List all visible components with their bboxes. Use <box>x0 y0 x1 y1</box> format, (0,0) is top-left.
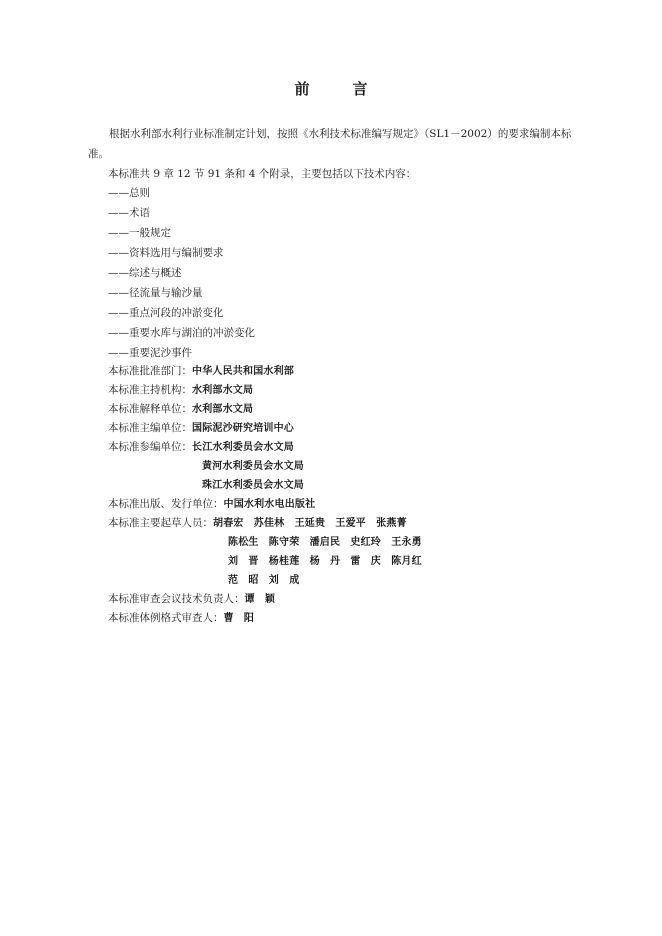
publisher-label: 本标准出版、发行单位： <box>108 498 224 510</box>
list-item: ——资料选用与编制要求 <box>108 247 224 259</box>
participate-value: 黄河水利委员会水文局 <box>202 461 304 472</box>
host-label: 本标准主持机构： <box>108 384 192 396</box>
publisher-row <box>108 495 422 514</box>
host-row <box>108 381 422 400</box>
list-item: ——重点河段的冲淤变化 <box>108 307 224 319</box>
list-item: ——综述与概述 <box>108 267 182 279</box>
format-review-value: 曹 阳 <box>223 613 255 624</box>
participate-label: 本标准参编单位： <box>108 441 192 453</box>
drafters-names: 胡春宏 苏佳林 王延贵 王爱平 张燕菁 <box>213 518 407 529</box>
approve-value: 中华人民共和国水利部 <box>192 366 294 377</box>
drafters-row-continued <box>108 533 422 552</box>
participate-value: 长江水利委员会水文局 <box>192 442 294 453</box>
review-row <box>108 590 422 609</box>
list-item: ——一般规定 <box>108 227 171 239</box>
interpret-row <box>108 400 422 419</box>
chief-editor-value: 国际泥沙研究培训中心 <box>192 423 294 434</box>
contents-list <box>108 183 255 363</box>
interpret-label: 本标准解释单位： <box>108 403 192 415</box>
approve-label: 本标准批准部门： <box>108 365 192 377</box>
drafters-label: 本标准主要起草人员： <box>108 517 213 529</box>
drafters-names: 范 昭 刘 成 <box>228 575 300 586</box>
list-item: ——术语 <box>108 207 150 219</box>
format-review-row <box>108 609 422 628</box>
host-value: 水利部水文局 <box>192 385 254 396</box>
participate-value: 珠江水利委员会水文局 <box>202 480 304 491</box>
drafters-names: 刘 晋 杨桂莲 杨 丹 雷 庆 陈月红 <box>228 556 422 567</box>
list-item: ——重要水库与湖泊的冲淤变化 <box>108 327 255 339</box>
participate-row <box>108 438 422 457</box>
standard-info-block <box>108 362 422 628</box>
drafters-row <box>108 514 422 533</box>
review-value: 谭 颖 <box>244 594 276 605</box>
intro-paragraph: 根据水利部水利行业标准制定计划，按照《水利技术标准编写规定》（SL1－2002）的要求编制本标准。 <box>88 128 572 160</box>
list-item: ——径流量与输沙量 <box>108 287 203 299</box>
review-label: 本标准审查会议技术负责人： <box>108 593 245 605</box>
format-review-label: 本标准体例格式审查人： <box>108 612 224 624</box>
page-title: 前 言 <box>294 80 382 98</box>
chief-editor-label: 本标准主编单位： <box>108 422 192 434</box>
interpret-value: 水利部水文局 <box>192 404 254 415</box>
chief-editor-row <box>108 419 422 438</box>
list-item: ——总则 <box>108 187 150 199</box>
publisher-value: 中国水利水电出版社 <box>223 499 316 510</box>
drafters-row-continued <box>108 552 422 571</box>
drafters-row-continued <box>108 571 422 590</box>
scope-paragraph: 本标准共 9 章 12 节 91 条和 4 个附录，主要包括以下技术内容： <box>108 168 417 180</box>
participate-row-continued <box>108 457 422 476</box>
list-item: ——重要泥沙事件 <box>108 347 192 359</box>
approve-row <box>108 362 422 381</box>
drafters-names: 陈松生 陈守荣 潘启民 史红玲 王永勇 <box>228 537 422 548</box>
participate-row-continued <box>108 476 422 495</box>
